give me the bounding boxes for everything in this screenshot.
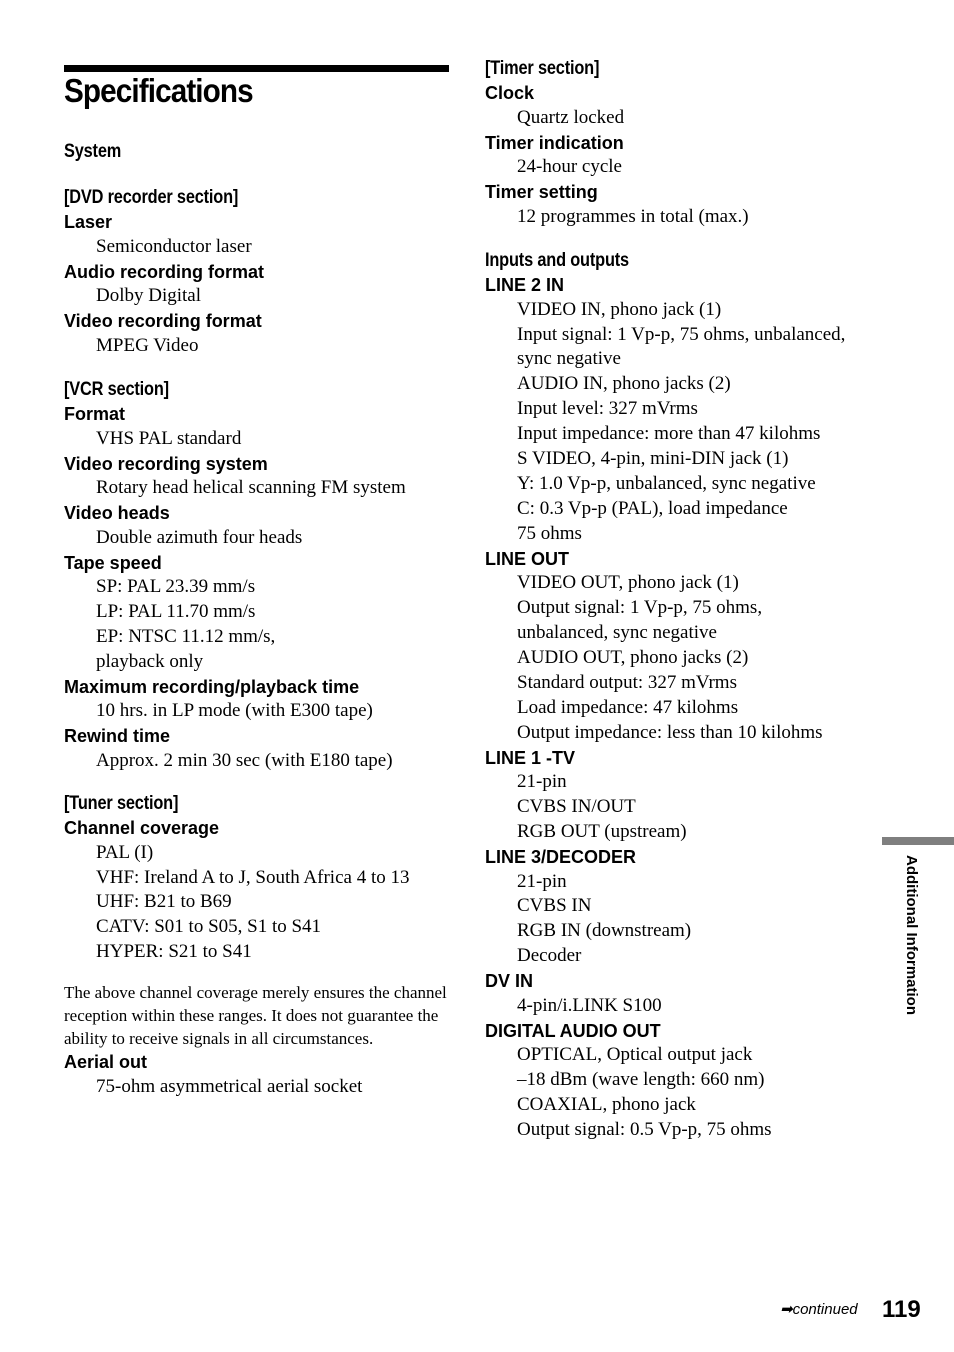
- spec-value: 75 ohms: [517, 522, 582, 544]
- spec-value: LP: PAL 11.70 mm/s: [96, 601, 256, 622]
- spec-item: [64, 675, 459, 725]
- spec-item: [485, 273, 880, 547]
- arrow-right-icon: ➡: [780, 1301, 793, 1318]
- spec-value: AUDIO OUT, phono jacks (2): [517, 646, 749, 668]
- page-title: Specifications: [64, 72, 253, 109]
- spec-item: [485, 1019, 880, 1143]
- spec-value: playback only: [96, 650, 204, 672]
- spec-item: [64, 452, 459, 502]
- spec-label: Aerial out: [64, 1052, 148, 1073]
- spec-item: [485, 746, 880, 845]
- spec-item: [485, 845, 880, 969]
- spec-label: LINE OUT: [485, 548, 569, 569]
- section-heading: [DVD recorder section]: [64, 187, 239, 208]
- spec-item: [64, 501, 459, 551]
- spec-label: Video heads: [64, 503, 170, 523]
- spec-value: Semiconductor laser: [96, 235, 252, 257]
- spec-value: MPEG Video: [96, 334, 199, 356]
- spec-label: Clock: [485, 83, 535, 103]
- spec-item: [64, 816, 459, 965]
- spec-value: Double azimuth four heads: [96, 526, 303, 548]
- spec-value: HYPER: S21 to S41: [96, 941, 252, 963]
- spec-value: S VIDEO, 4-pin, mini-DIN jack (1): [517, 448, 789, 470]
- spec-item: [485, 547, 880, 746]
- section-heading: Inputs and outputs: [485, 250, 629, 271]
- dvd-section: [64, 186, 459, 359]
- spec-item: [485, 180, 880, 230]
- spec-item: [64, 309, 459, 359]
- io-section: [485, 249, 880, 1143]
- spec-value: Input signal: 1 Vp-p, 75 ohms, unbalanced,: [517, 323, 846, 345]
- spec-value: 75-ohm asymmetrical aerial socket: [96, 1075, 363, 1097]
- spec-value: –18 dBm (wave length: 660 nm): [517, 1069, 765, 1091]
- spec-value: Y: 1.0 Vp-p, unbalanced, sync negative: [517, 472, 816, 494]
- vcr-section: [64, 378, 459, 774]
- spec-label: LINE 2 IN: [485, 275, 565, 295]
- spec-value: 12 programmes in total (max.): [517, 205, 749, 227]
- spec-item: [485, 969, 880, 1019]
- spec-label: Channel coverage: [64, 818, 220, 838]
- spec-value: 24-hour cycle: [517, 156, 622, 178]
- spec-value: CVBS IN: [517, 895, 592, 917]
- spec-value: Output signal: 1 Vp-p, 75 ohms,: [517, 597, 763, 619]
- spec-value: 10 hrs. in LP mode (with E300 tape): [96, 700, 373, 722]
- spec-value: Rotary head helical scanning FM system: [96, 477, 406, 499]
- spec-value: Standard output: 327 mVrms: [517, 671, 737, 693]
- spec-label: Video recording system: [64, 453, 268, 474]
- spec-value: VHS PAL standard: [96, 427, 242, 449]
- spec-value: Dolby Digital: [96, 285, 202, 307]
- spec-value: VIDEO OUT, phono jack (1): [517, 572, 739, 594]
- spec-value: C: 0.3 Vp-p (PAL), load impedance: [517, 497, 788, 519]
- spec-value: VHF: Ireland A to J, South Africa 4 to 13: [96, 866, 410, 888]
- spec-label: LINE 1 -TV: [485, 747, 576, 768]
- section-heading: [VCR section]: [64, 379, 169, 400]
- spec-label: Video recording format: [64, 311, 262, 331]
- spec-value: sync negative: [517, 348, 621, 370]
- spec-label: Format: [64, 404, 126, 424]
- spec-item: [64, 260, 459, 310]
- spec-value: COAXIAL, phono jack: [517, 1094, 696, 1116]
- spec-value: AUDIO IN, phono jacks (2): [517, 373, 731, 395]
- spec-item: [64, 210, 459, 260]
- spec-value: 21-pin: [517, 870, 567, 892]
- spec-label: DV IN: [485, 971, 534, 992]
- spec-value: Approx. 2 min 30 sec (with E180 tape): [96, 749, 393, 771]
- section-note: The above channel coverage merely ensures the channel reception within these ranges. It does not guarantee the ability to receive signals in all circumstances.: [64, 983, 447, 1049]
- spec-value: VIDEO IN, phono jack (1): [517, 298, 722, 320]
- side-section-label: Additional Information: [903, 855, 920, 1015]
- page-number: 119: [882, 1296, 921, 1323]
- spec-value: CATV: S01 to S05, S1 to S41: [96, 916, 322, 938]
- system-heading: System: [64, 141, 122, 162]
- spec-label: DIGITAL AUDIO OUT: [485, 1020, 661, 1041]
- spec-item: [64, 724, 459, 774]
- spec-value: Output impedance: less than 10 kilohms: [517, 721, 823, 743]
- spec-label: Rewind time: [64, 726, 171, 747]
- spec-value: Load impedance: 47 kilohms: [517, 696, 739, 718]
- spec-item: [64, 402, 459, 452]
- spec-value: UHF: B21 to B69: [96, 891, 232, 913]
- side-tab-bar: [882, 837, 954, 845]
- spec-label: Tape speed: [64, 552, 162, 573]
- continued-text: continued: [792, 1301, 858, 1318]
- spec-label: LINE 3/DECODER: [485, 846, 637, 867]
- spec-value: Input level: 327 mVrms: [517, 398, 698, 420]
- title-rule: [64, 65, 449, 72]
- spec-value: 4-pin/i.LINK S100: [517, 994, 662, 1016]
- spec-value: unbalanced, sync negative: [517, 622, 717, 644]
- spec-label: Timer setting: [485, 182, 598, 202]
- spec-item: [485, 81, 880, 131]
- spec-label: Laser: [64, 212, 113, 232]
- spec-value: CVBS IN/OUT: [517, 796, 636, 818]
- spec-value: 21-pin: [517, 771, 567, 793]
- spec-value: Input impedance: more than 47 kilohms: [517, 423, 821, 445]
- continued-note: [780, 1300, 858, 1318]
- spec-value: SP: PAL 23.39 mm/s: [96, 576, 256, 598]
- spec-value: RGB OUT (upstream): [517, 821, 687, 842]
- spec-item: [64, 1050, 459, 1100]
- spec-label: Maximum recording/playback time: [64, 676, 360, 697]
- spec-label: Audio recording format: [64, 261, 265, 282]
- spec-label: Timer indication: [485, 132, 624, 153]
- tuner-section: [64, 792, 459, 1100]
- spec-value: Output signal: 0.5 Vp-p, 75 ohms: [517, 1118, 772, 1140]
- spec-value: Quartz locked: [517, 106, 625, 128]
- spec-value: PAL (I): [96, 841, 154, 863]
- spec-value: EP: NTSC 11.12 mm/s,: [96, 625, 276, 647]
- section-heading: [Timer section]: [485, 58, 600, 79]
- spec-item: [64, 551, 459, 675]
- spec-value: RGB IN (downstream): [517, 920, 692, 942]
- spec-item: [485, 131, 880, 181]
- section-heading: [Tuner section]: [64, 793, 179, 814]
- spec-value: OPTICAL, Optical output jack: [517, 1044, 753, 1066]
- timer-section: [485, 57, 880, 230]
- spec-value: Decoder: [517, 945, 582, 967]
- system-section: [64, 140, 459, 164]
